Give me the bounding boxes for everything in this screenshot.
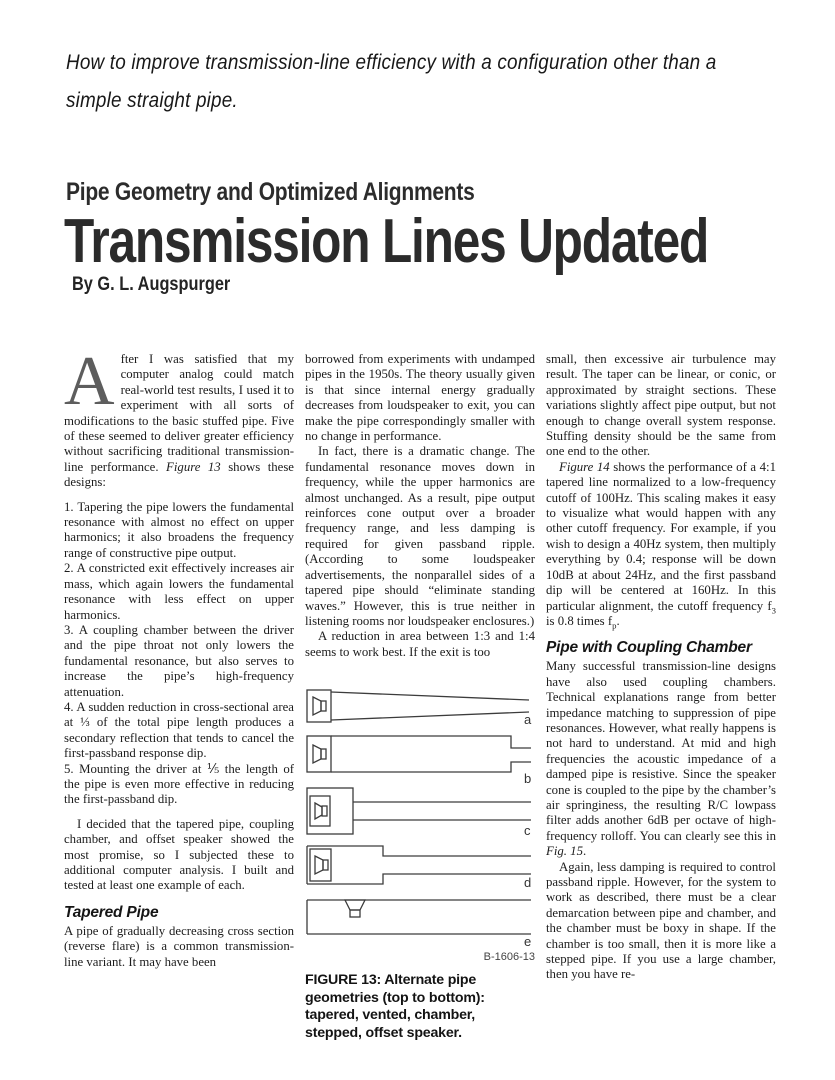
- text-run: Fig. 15: [546, 844, 583, 859]
- paragraph: small, then excessive air turbulence may result. The taper can be linear, or conic, or approximated by straight sections. These variations slightly affect pipe output, but not enough to change overall system response. Stuffing density should be the same from one end to the other.: [546, 352, 776, 459]
- diagram-label-b: b: [524, 771, 532, 787]
- paragraph: In fact, there is a dramatic change. The fundamental resonance moves down in frequency, while the upper harmonics are almost unchanged. As a result, pipe output reinforces cone output over a broader frequency range, and less damping is required for given passband ripple. (According to some loudspeaker advertisements, the nonparallel sides of a tapered pipe should “eliminate standing waves.” However, this is true neither in listening rooms nor loudspeaker enclosures.): [305, 444, 535, 628]
- text-run: fter I was satisfied that my computer analog could match real-world test results, I used it to experiment with all sorts of modifications to the basic stuffed pipe. Five of these seemed to deliver greater efficiency without sacrificing traditional transmission-line performance.: [64, 352, 294, 474]
- paragraph: A reduction in area between 1:3 and 1:4 seems to work best. If the exit is too: [305, 629, 535, 659]
- standfirst: How to improve transmission-line efficiency with a configuration other than a simple straight pipe.: [66, 51, 717, 112]
- pipe-diagram-stepped: [307, 846, 531, 890]
- diagram-label-e: e: [524, 934, 532, 950]
- paragraph: [546, 659, 776, 859]
- subhead-tapered-pipe: Tapered Pipe: [64, 903, 159, 921]
- text-run: shows these designs:: [64, 459, 294, 490]
- subhead-coupling-chamber: Pipe with Coupling Chamber: [546, 639, 752, 657]
- column-1: [64, 352, 294, 1058]
- pipe-diagram-tapered: [307, 690, 532, 727]
- list-item-3: 3. A coupling chamber between the driver and the pipe throat not only lowers the fundamental resonance, but also serves to increase the pipe’s high-frequency attenuation.: [64, 622, 294, 699]
- text-run: is 0.8 times f: [546, 613, 613, 628]
- paragraph: I decided that the tapered pipe, coupling chamber, and offset speaker showed the most promise, so I subjected these to additional computer analysis. I built and tested at least one example of each.: [64, 816, 294, 893]
- paragraph: A pipe of gradually decreasing cross section (reverse flare) is a common transmission-line variant. It may have been: [64, 923, 294, 969]
- diagram-label-c: c: [524, 823, 531, 839]
- list-item-2: 2. A constricted exit effectively increases air mass, which again lowers the fundamental resonance with less effect on upper harmonics.: [64, 561, 294, 622]
- intro-paragraph: [64, 352, 294, 491]
- paragraph: [546, 460, 776, 629]
- column-2: [305, 352, 535, 1058]
- text-run: 3: [771, 605, 776, 616]
- figure-13: [305, 686, 535, 1042]
- diagram-label-a: a: [524, 712, 532, 728]
- list-item-5: 5. Mounting the driver at ⅕ the length of the pipe is even more effective in reducing the first-passband dip.: [64, 761, 294, 807]
- column-3: [546, 352, 776, 1058]
- article-title: Transmission Lines Updated: [64, 207, 709, 276]
- diagram-label-d: d: [524, 875, 532, 891]
- text-run: Figure 14: [559, 459, 610, 474]
- pipe-diagram-chamber: [307, 788, 531, 838]
- text-run: Figure 13: [166, 459, 221, 474]
- figure-13-caption: FIGURE 13: Alternate pipe geometries (top to bottom): tapered, vented, chamber, stepped, offset speaker.: [305, 972, 485, 1041]
- text-run: .: [616, 613, 620, 628]
- text-run: Many successful transmission-line designs have also used coupling chambers. Technical explanations range from better impedance matching to suppression of pipe resonances. However, what really happens is not hard to understand. At mid and high frequencies the acoustic impedance of a damped pipe is resistive. Since the speaker cone is coupled to the pipe by the chamber’s air springiness, the resulting R/C lowpass filter adds another 6dB per octave of high-frequency rolloff. You can clearly see this in: [546, 659, 776, 843]
- list-item-1: 1. Tapering the pipe lowers the fundamental resonance with almost no effect on upper harmonics; it also broadens the frequency range of constructive pipe output.: [64, 499, 294, 560]
- article-columns: [64, 352, 778, 1058]
- figure-reference-code: B-1606-13: [483, 951, 535, 964]
- paragraph: borrowed from experiments with undamped pipes in the 1950s. The theory usually given is that since internal energy gradually decreases from loudspeaker to exit, you can make the pipe correspondingly smaller with no change in performance.: [305, 352, 535, 444]
- pipe-diagram-offset-speaker: [307, 900, 531, 949]
- text-run: .: [582, 844, 587, 859]
- text-run: p: [612, 620, 617, 631]
- text-run: shows the performance of a 4:1 tapered line normalized to a low-frequency cutoff of 100Hz. This scaling makes it easy to visualize what would happen with any other cutoff frequency. For example, if you wish to design a 40Hz system, then multiply everything by 0.4; response will be down 10dB at about 24Hz, and the first passband dip will be centered at 160Hz. In this particular alignment, the cutoff frequency f: [546, 459, 776, 613]
- figure-13-diagram: [305, 686, 535, 964]
- paragraph: Again, less damping is required to control passband ripple. However, for the system to work as described, there must be a clear demarcation between pipe and chamber, and the chamber must be boxy in shape. If the chamber is too small, then it is more like a stepped pipe. If you use a large chamber, then you have re-: [546, 859, 776, 982]
- drop-cap: A: [64, 352, 115, 420]
- list-item-4: 4. A sudden reduction in cross-sectional area at ⅓ of the total pipe length produces a secondary reflection that tends to cancel the first-passband response dip.: [64, 699, 294, 761]
- byline: By G. L. Augspurger: [72, 274, 231, 295]
- pipe-diagram-vented: [307, 736, 531, 786]
- kicker-heading: Pipe Geometry and Optimized Alignments: [66, 178, 475, 206]
